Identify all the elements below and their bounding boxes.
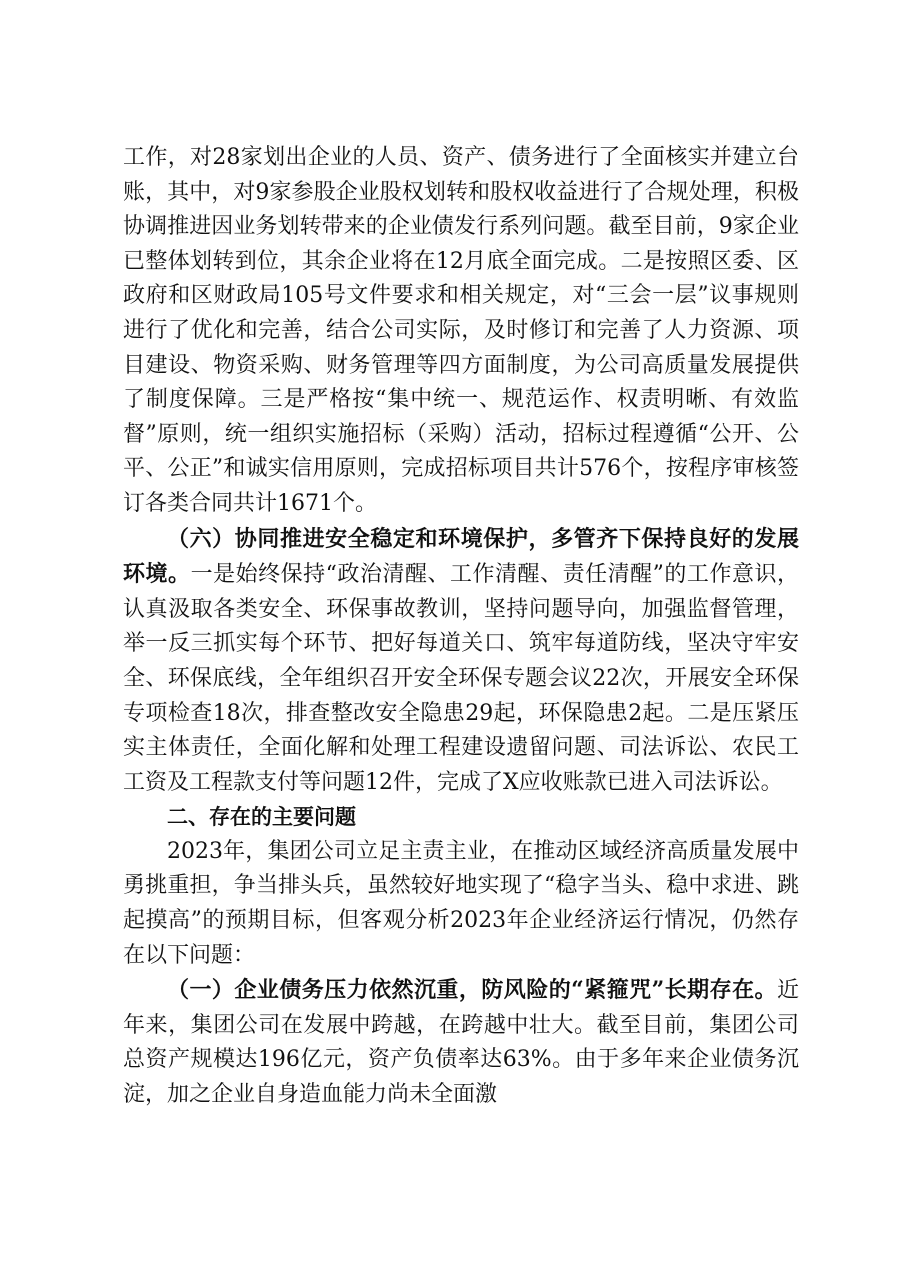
section-one-body: 近年来，集团公司在发展中跨越，在跨越中壮大。截至目前，集团公司总资产规模达196亿元，资产负债率达63%。由于多年来企业债务沉淀，加之企业自身造血能力尚未全面激: [123, 978, 799, 1108]
paragraph-intro: 2023年，集团公司立足主责主业，在推动区域经济高质量发展中勇挑重担，争当排头兵，虽然较好地实现了“稳字当头、稳中求进、跳起摸高”的预期目标，但客观分析2023年企业经济运行情况，仍然存在以下问题：: [123, 838, 799, 968]
section-six-lead: （六）协同推进安全稳定和环境保护，多管齐下保持良好的发展环境。: [123, 525, 799, 588]
paragraph-continuation: 工作，对28家划出企业的人员、资产、债务进行了全面核实并建立台账，其中，对9家参股企业股权划转和股权收益进行了合规处理，积极协调推进因业务划转带来的企业债发行系列问题。截至目前，9家企业已整体划转到位，其余企业将在12月底全面完成。二是按照区委、区政府和区财政局105号文件要求和相关规定，对“三会一层”议事规则进行了优化和完善，结合公司实际，及时修订和完善了人力资源、项目建设、物资采购、财务管理等四方面制度，为公司高质量发展提供了制度保障。三是严格按“集中统一、规范运作、权责明晰、有效监督”原则，统一组织实施招标（采购）活动，招标过程遵循“公开、公平、公正”和诚实信用原则，完成招标项目共计576个，按程序审核签订各类合同共计1671个。: [123, 145, 799, 516]
section-one-lead: （一）企业债务压力依然沉重，防风险的“紧箍咒”长期存在。: [167, 977, 777, 1004]
paragraph-section-one: [123, 973, 799, 1112]
section-six-body: 一是始终保持“政治清醒、工作清醒、责任清醒”的工作意识，认真汲取各类安全、环保事故教训，坚持问题导向，加强监督管理，举一反三抓实每个环节、把好每道关口、筑牢每道防线，坚决守牢安全、环保底线，全年组织召开安全环保专题会议22次，开展安全环保专项检查18次，排查整改安全隐患29起，环保隐患2起。二是压紧压实主体责任，全面化解和处理工程建设遗留问题、司法诉讼、农民工工资及工程款支付等问题12件，完成了X应收账款已进入司法诉讼。: [123, 562, 799, 795]
paragraph-section-six: [123, 522, 799, 801]
document-page: [123, 141, 799, 1113]
section-heading: 二、存在的主要问题: [167, 805, 356, 830]
